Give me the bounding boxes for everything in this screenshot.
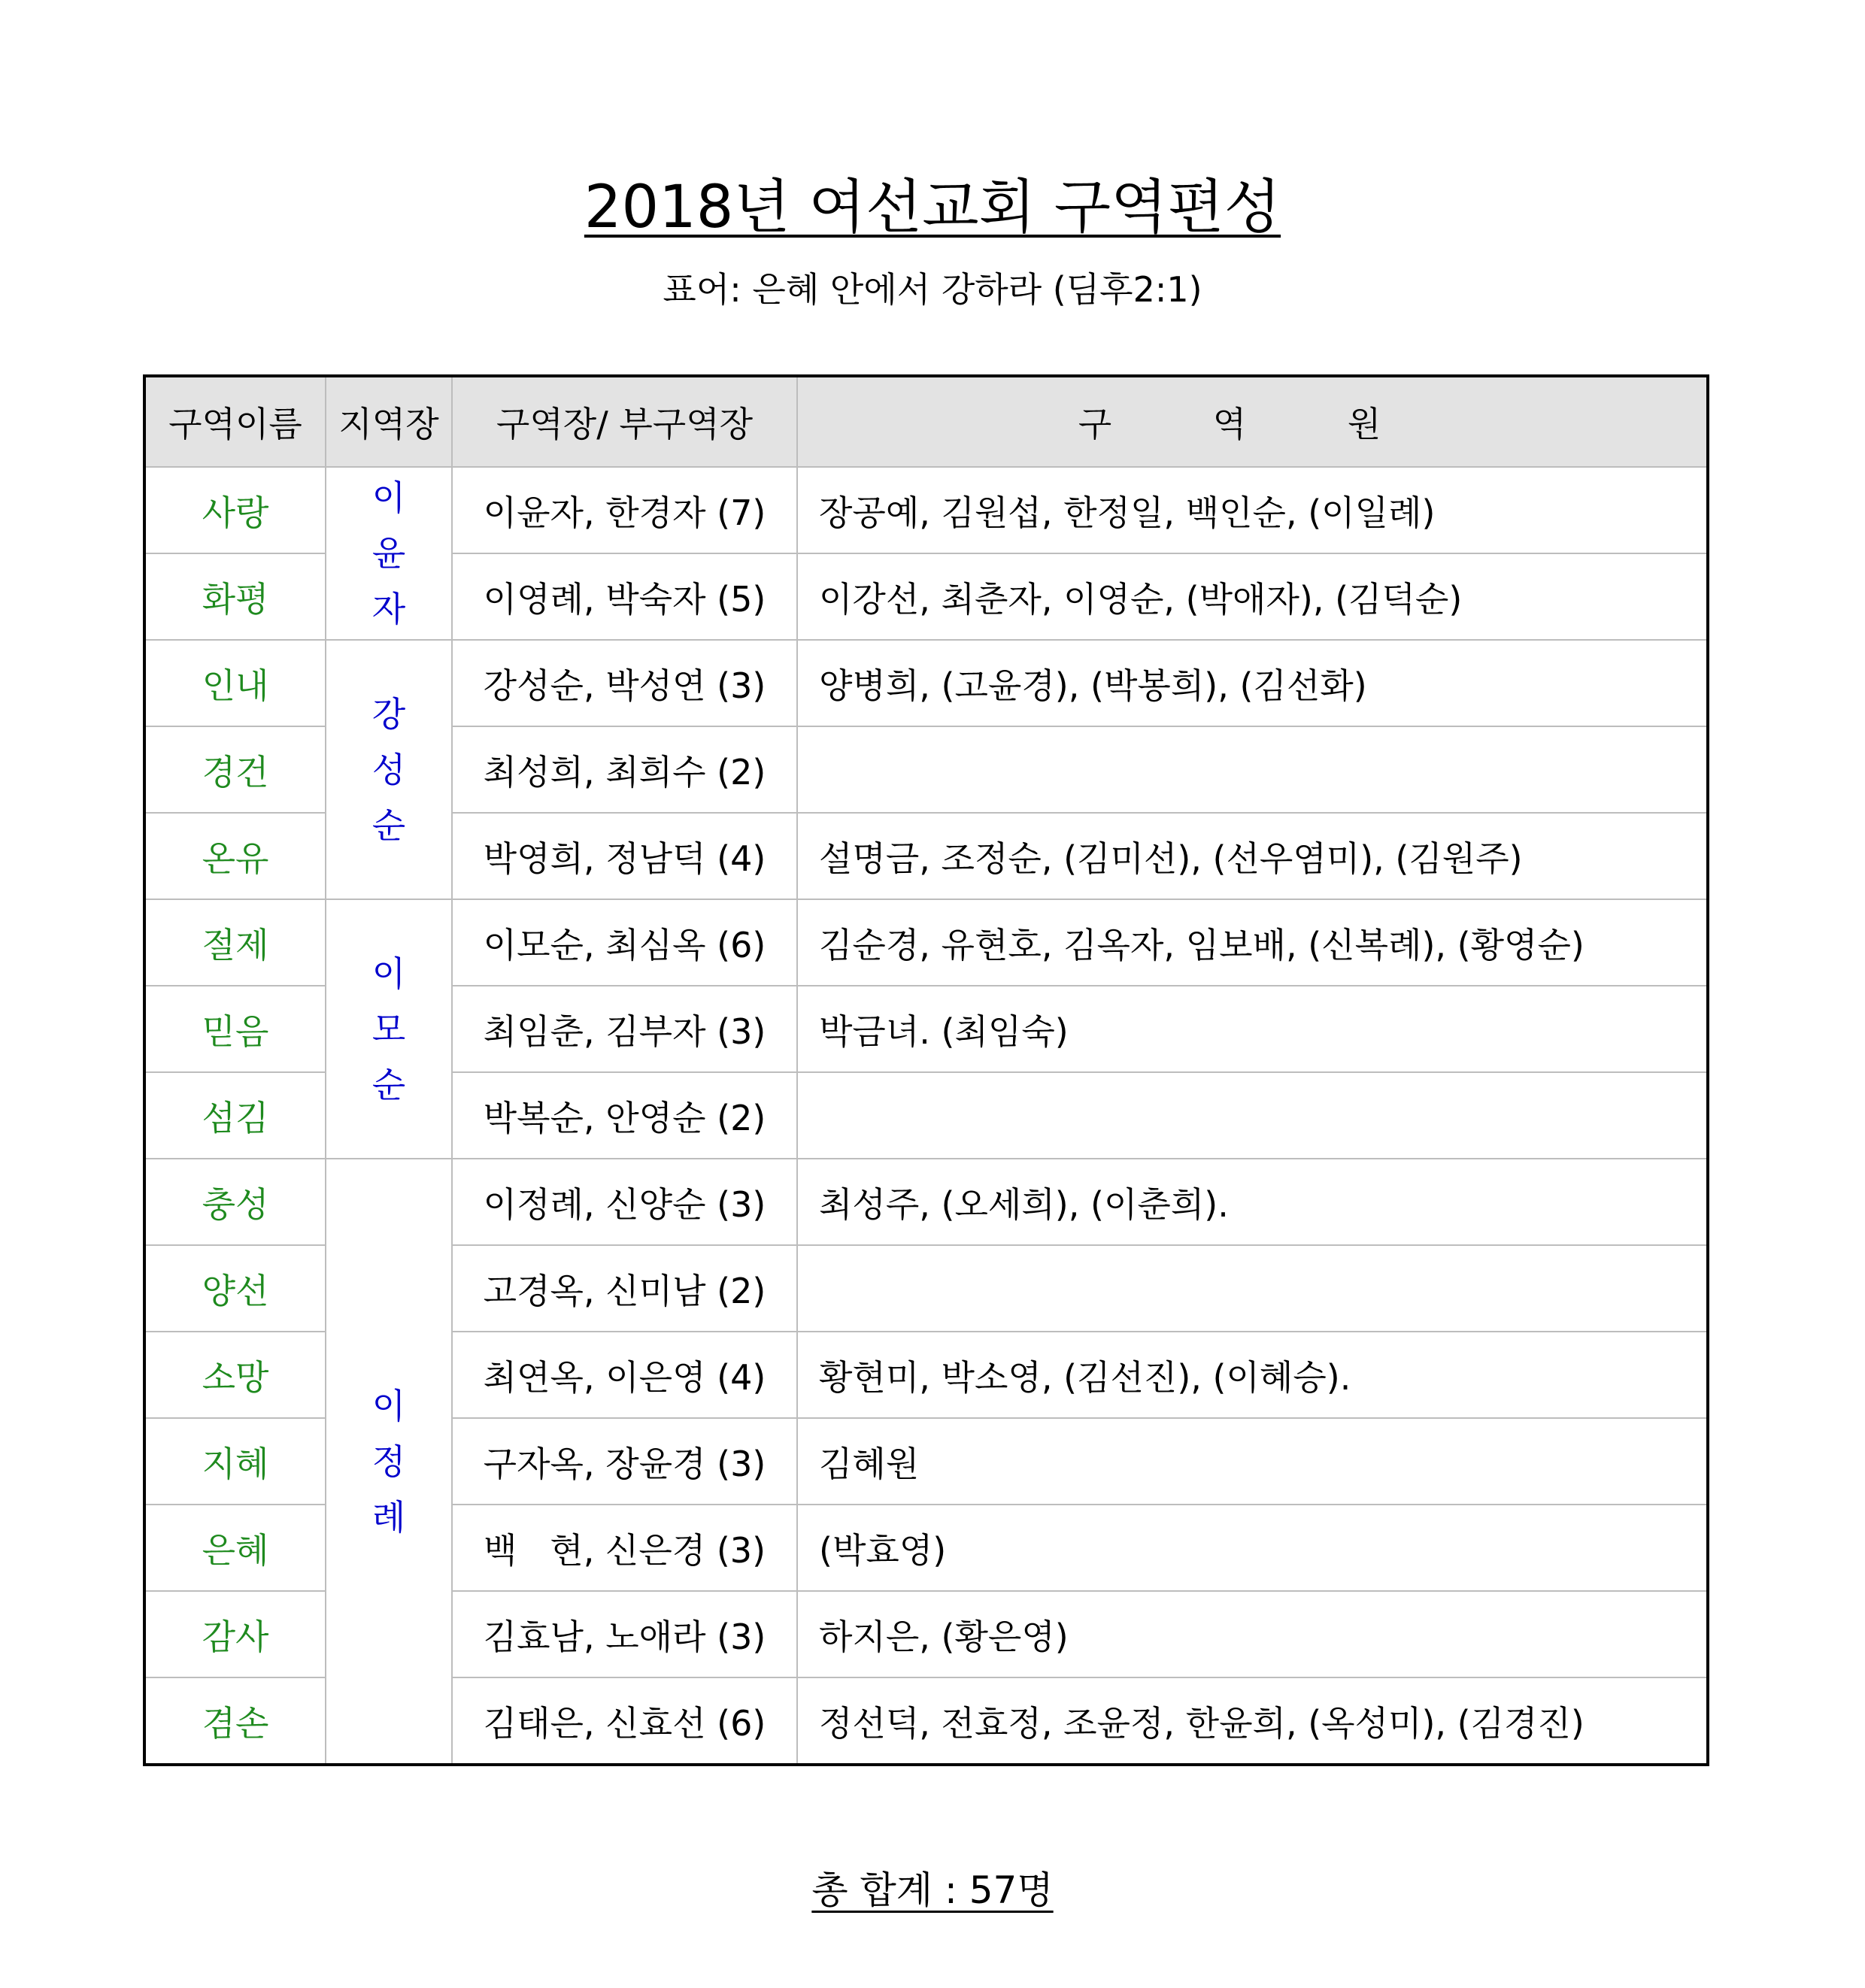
district-leaders: 김태은, 신효선 (6) — [452, 1677, 797, 1765]
region-leader-char: 이 — [371, 477, 406, 518]
total-count-text: 총 합계 : 57명 — [811, 1868, 1054, 1912]
region-leader — [326, 467, 452, 640]
motto: 표어: 은혜 안에서 강하라 (딤후2:1) — [663, 269, 1202, 310]
page-title-text: 2018년 여선교회 구역편성 — [584, 174, 1281, 241]
district-leaders: 이영례, 박숙자 (5) — [452, 553, 797, 640]
region-leader-char: 정 — [371, 1441, 406, 1482]
region-leader-char: 이 — [371, 1385, 406, 1426]
header-members-text: 구 역 원 — [1078, 404, 1427, 444]
district-members — [797, 726, 1708, 813]
district-members: 양병희, (고윤경), (박봉희), (김선화) — [797, 640, 1708, 726]
region-leader — [326, 640, 452, 899]
district-name: 절제 — [144, 899, 326, 986]
district-members: 김순경, 유현호, 김옥자, 임보배, (신복례), (황영순) — [797, 899, 1708, 986]
district-name: 화평 — [144, 553, 326, 640]
district-leaders: 박영희, 정남덕 (4) — [452, 813, 797, 899]
district-leaders: 백 현, 신은경 (3) — [452, 1505, 797, 1591]
table-row — [144, 899, 1708, 986]
table-row — [144, 1159, 1708, 1245]
district-members — [797, 1072, 1708, 1159]
district-name: 온유 — [144, 813, 326, 899]
district-leaders: 이정례, 신양순 (3) — [452, 1159, 797, 1245]
region-leader-char: 성 — [371, 749, 406, 790]
district-members: 황현미, 박소영, (김선진), (이혜승). — [797, 1332, 1708, 1418]
district-members: 정선덕, 전효정, 조윤정, 한윤희, (옥성미), (김경진) — [797, 1677, 1708, 1765]
district-leaders: 최임춘, 김부자 (3) — [452, 986, 797, 1072]
district-name: 섬김 — [144, 1072, 326, 1159]
table-header-row — [144, 376, 1708, 467]
district-leaders: 최연옥, 이은영 (4) — [452, 1332, 797, 1418]
district-members: 하지은, (황은영) — [797, 1591, 1708, 1677]
district-name: 겸손 — [144, 1677, 326, 1765]
district-members: 김혜원 — [797, 1418, 1708, 1505]
region-leader-char: 윤 — [371, 533, 406, 574]
district-name: 인내 — [144, 640, 326, 726]
total-count — [0, 1866, 1865, 1914]
district-name: 믿음 — [144, 986, 326, 1072]
district-members: 장공예, 김원섭, 한정일, 백인순, (이일례) — [797, 467, 1708, 553]
region-leader — [326, 899, 452, 1159]
district-name: 충성 — [144, 1159, 326, 1245]
district-leaders: 고경옥, 신미남 (2) — [452, 1245, 797, 1332]
district-members — [797, 1245, 1708, 1332]
district-name: 사랑 — [144, 467, 326, 553]
district-name: 소망 — [144, 1332, 326, 1418]
district-members: (박효영) — [797, 1505, 1708, 1591]
region-leader-char: 순 — [371, 805, 406, 846]
header-region: 지역장 — [326, 376, 452, 467]
district-leaders: 강성순, 박성연 (3) — [452, 640, 797, 726]
region-leader-char: 자 — [371, 589, 406, 629]
district-name: 경건 — [144, 726, 326, 813]
header-members — [797, 376, 1708, 467]
district-members: 이강선, 최춘자, 이영순, (박애자), (김덕순) — [797, 553, 1708, 640]
district-leaders: 이모순, 최심옥 (6) — [452, 899, 797, 986]
region-leader-char: 강 — [371, 693, 406, 735]
district-roster-table — [143, 374, 1709, 1766]
district-leaders: 김효남, 노애라 (3) — [452, 1591, 797, 1677]
district-name: 지혜 — [144, 1418, 326, 1505]
page-title — [0, 171, 1865, 244]
header-leaders: 구역장/ 부구역장 — [452, 376, 797, 467]
table-row — [144, 640, 1708, 726]
district-leaders: 최성희, 최희수 (2) — [452, 726, 797, 813]
region-leader-char: 모 — [371, 1008, 406, 1050]
header-district: 구역이름 — [144, 376, 326, 467]
region-leader — [326, 1159, 452, 1765]
district-leaders: 이윤자, 한경자 (7) — [452, 467, 797, 553]
district-leaders: 박복순, 안영순 (2) — [452, 1072, 797, 1159]
district-name: 은혜 — [144, 1505, 326, 1591]
table-row — [144, 467, 1708, 553]
district-members: 설명금, 조정순, (김미선), (선우염미), (김원주) — [797, 813, 1708, 899]
district-leaders: 구자옥, 장윤경 (3) — [452, 1418, 797, 1505]
region-leader-char: 례 — [371, 1496, 406, 1538]
district-name: 양선 — [144, 1245, 326, 1332]
district-name: 감사 — [144, 1591, 326, 1677]
district-members: 박금녀. (최임숙) — [797, 986, 1708, 1072]
region-leader-char: 이 — [371, 953, 406, 994]
district-members: 최성주, (오세희), (이춘희). — [797, 1159, 1708, 1245]
region-leader-char: 순 — [371, 1064, 406, 1105]
